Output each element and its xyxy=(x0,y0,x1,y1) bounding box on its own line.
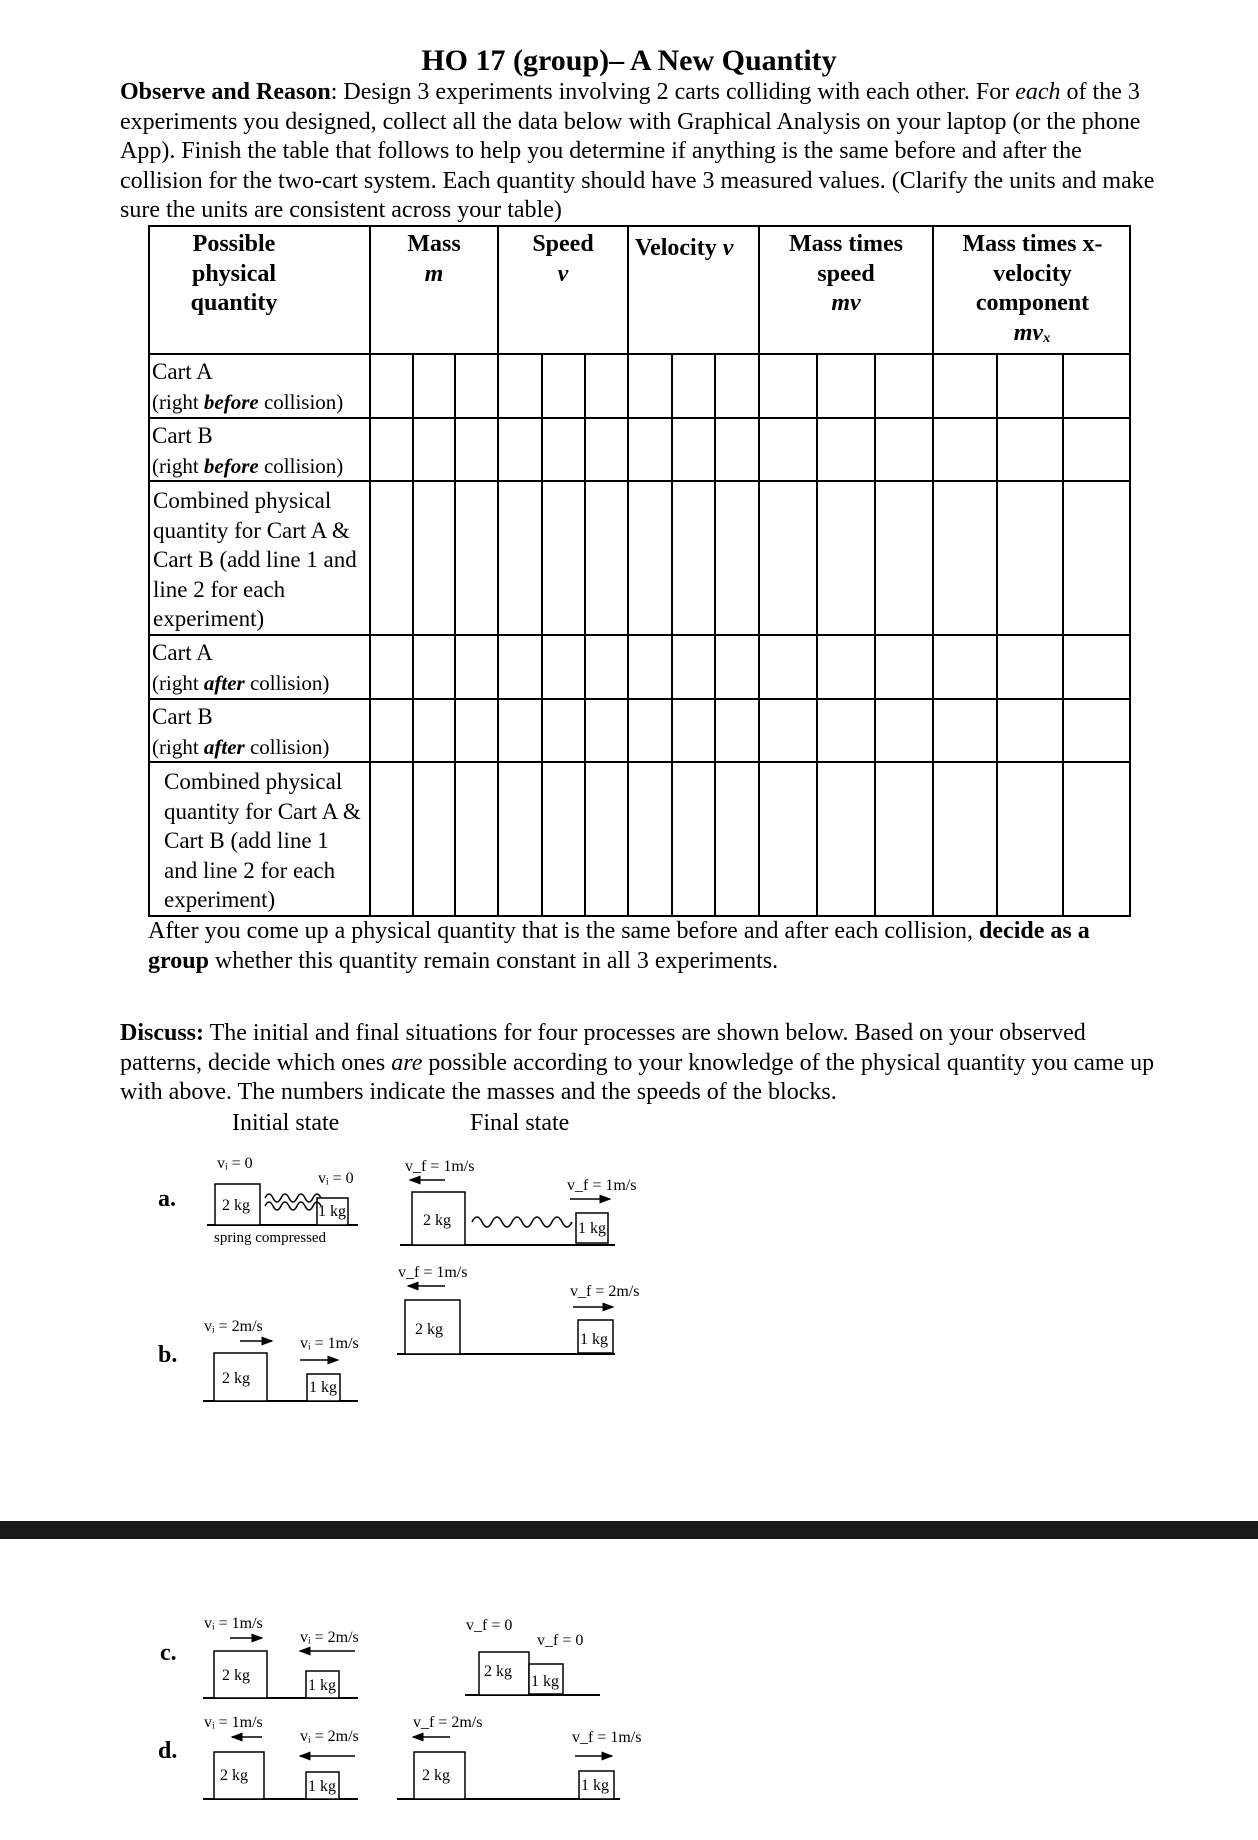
observe-em: each xyxy=(1015,79,1061,105)
d-vi1: vᵢ = 1m/s xyxy=(204,1714,263,1731)
d-vf2: v_f = 1m/s xyxy=(572,1729,642,1746)
b-vi1: vᵢ = 2m/s xyxy=(204,1318,263,1335)
observe-text-a: : Design 3 experiments involving 2 carts colliding with each other. For xyxy=(330,79,1016,105)
a-initial-spring xyxy=(265,1194,321,1202)
a-m1: 2 kg xyxy=(222,1197,250,1214)
d-vf1: v_f = 2m/s xyxy=(413,1714,483,1731)
discuss-label: Discuss: xyxy=(120,1020,205,1046)
b-final-m1: 2 kg xyxy=(415,1321,443,1338)
page-title: HO 17 (group)– A New Quantity xyxy=(421,44,837,77)
row-label-combined-after: Combined physical quantity for Cart A & Cart B (add line 1 and line 2 for each experiment) xyxy=(164,769,361,912)
diagram-letter-a: a. xyxy=(158,1186,176,1212)
a-vf1: v_f = 1m/s xyxy=(405,1158,475,1175)
header-speed-label: Speed xyxy=(532,231,594,257)
row-subtitle: (right before collision) xyxy=(152,453,344,478)
c-m2: 1 kg xyxy=(308,1677,336,1694)
b-m2: 1 kg xyxy=(309,1379,337,1396)
d-m2: 1 kg xyxy=(308,1778,336,1795)
header-mass-xvel-symbol: mvₓ xyxy=(1013,319,1052,346)
row-title: Cart B xyxy=(152,423,213,448)
a-vi2: vᵢ = 0 xyxy=(318,1170,354,1187)
after-note-bold: decide as a group xyxy=(148,918,1090,974)
header-mass-symbol: m xyxy=(424,260,444,287)
diagram-letter-b: b. xyxy=(158,1342,178,1368)
diagram-letter-c: c. xyxy=(160,1640,177,1666)
row-title: Cart A xyxy=(152,359,213,384)
after-note-text-b: whether this quantity remain constant in all 3 experiments. xyxy=(208,947,779,974)
c-vf1: v_f = 0 xyxy=(466,1617,513,1634)
a-vf2: v_f = 1m/s xyxy=(567,1177,637,1194)
c-vi1: vᵢ = 1m/s xyxy=(204,1615,263,1632)
c-m1: 2 kg xyxy=(222,1667,250,1684)
initial-state-label: Initial state xyxy=(232,1110,340,1136)
row-label-combined-before: Combined physical quantity for Cart A & Cart B (add line 1 and line 2 for each experiment) xyxy=(153,488,357,631)
row-subtitle: (right after collision) xyxy=(152,734,330,759)
a-vi1: vᵢ = 0 xyxy=(217,1155,253,1172)
header-mass-speed-label: Mass times speed xyxy=(789,231,903,287)
header-velocity-label: Velocity xyxy=(634,235,717,261)
header-mass-xvel-label: Mass times x-velocity component xyxy=(962,231,1103,316)
final-state-label: Final state xyxy=(470,1110,570,1136)
discuss-text-a: The initial and final situations for four processes are shown below. Based on your observed patterns, decide which ones xyxy=(120,1020,1086,1076)
c-final-m2: 1 kg xyxy=(531,1673,559,1690)
b-m1: 2 kg xyxy=(222,1370,250,1387)
page-separator-bar xyxy=(0,1521,1258,1539)
b-vf1: v_f = 1m/s xyxy=(398,1264,468,1281)
a-spring-label: spring compressed xyxy=(214,1230,327,1246)
header-speed-symbol: v xyxy=(557,260,569,287)
row-title: Cart B xyxy=(152,704,213,729)
after-note-text-a: After you come up a physical quantity that is the same before and after each collision, xyxy=(148,918,980,944)
header-velocity-symbol: v⃗ xyxy=(722,235,753,261)
header-mass-speed-symbol: mv xyxy=(831,290,861,316)
d-final-m1: 2 kg xyxy=(422,1767,450,1784)
diagram-letter-d: d. xyxy=(158,1738,178,1764)
header-quantity: Possible physical quantity xyxy=(190,231,278,316)
d-final-m2: 1 kg xyxy=(581,1777,609,1794)
b-vf2: v_f = 2m/s xyxy=(570,1283,640,1300)
header-mass-label: Mass xyxy=(407,231,461,257)
c-vf2: v_f = 0 xyxy=(537,1632,584,1649)
c-final-m1: 2 kg xyxy=(484,1663,512,1680)
a-final-spring xyxy=(472,1217,572,1227)
observe-text-b: of the 3 experiments you designed, collect all the data below with Graphical Analysis on your laptop (or the phone App). Finish the table that follows to help you determine if anything is the same before and after the collision for the two-cart system. Each quantity should have 3 measured values. (Clarify the units and make sure the units are consistent across your table) xyxy=(120,79,1155,223)
row-title: Cart A xyxy=(152,640,213,665)
observe-label: Observe and Reason xyxy=(120,79,331,105)
b-vi2: vᵢ = 1m/s xyxy=(300,1335,359,1352)
d-m1: 2 kg xyxy=(220,1767,248,1784)
row-subtitle: (right after collision) xyxy=(152,670,330,695)
discuss-text-b: possible according to your knowledge of the physical quantity you came up with above. The numbers indicate the masses and the speeds of the blocks. xyxy=(120,1049,1155,1105)
a-final-m1: 2 kg xyxy=(423,1212,451,1229)
discuss-em: are xyxy=(391,1049,423,1076)
row-subtitle: (right before collision) xyxy=(152,389,344,414)
d-vi2: vᵢ = 2m/s xyxy=(300,1728,359,1745)
a-m2: 1 kg xyxy=(318,1203,346,1220)
b-final-m2: 1 kg xyxy=(580,1331,608,1348)
c-vi2: vᵢ = 2m/s xyxy=(300,1629,359,1646)
a-final-m2: 1 kg xyxy=(578,1220,606,1237)
